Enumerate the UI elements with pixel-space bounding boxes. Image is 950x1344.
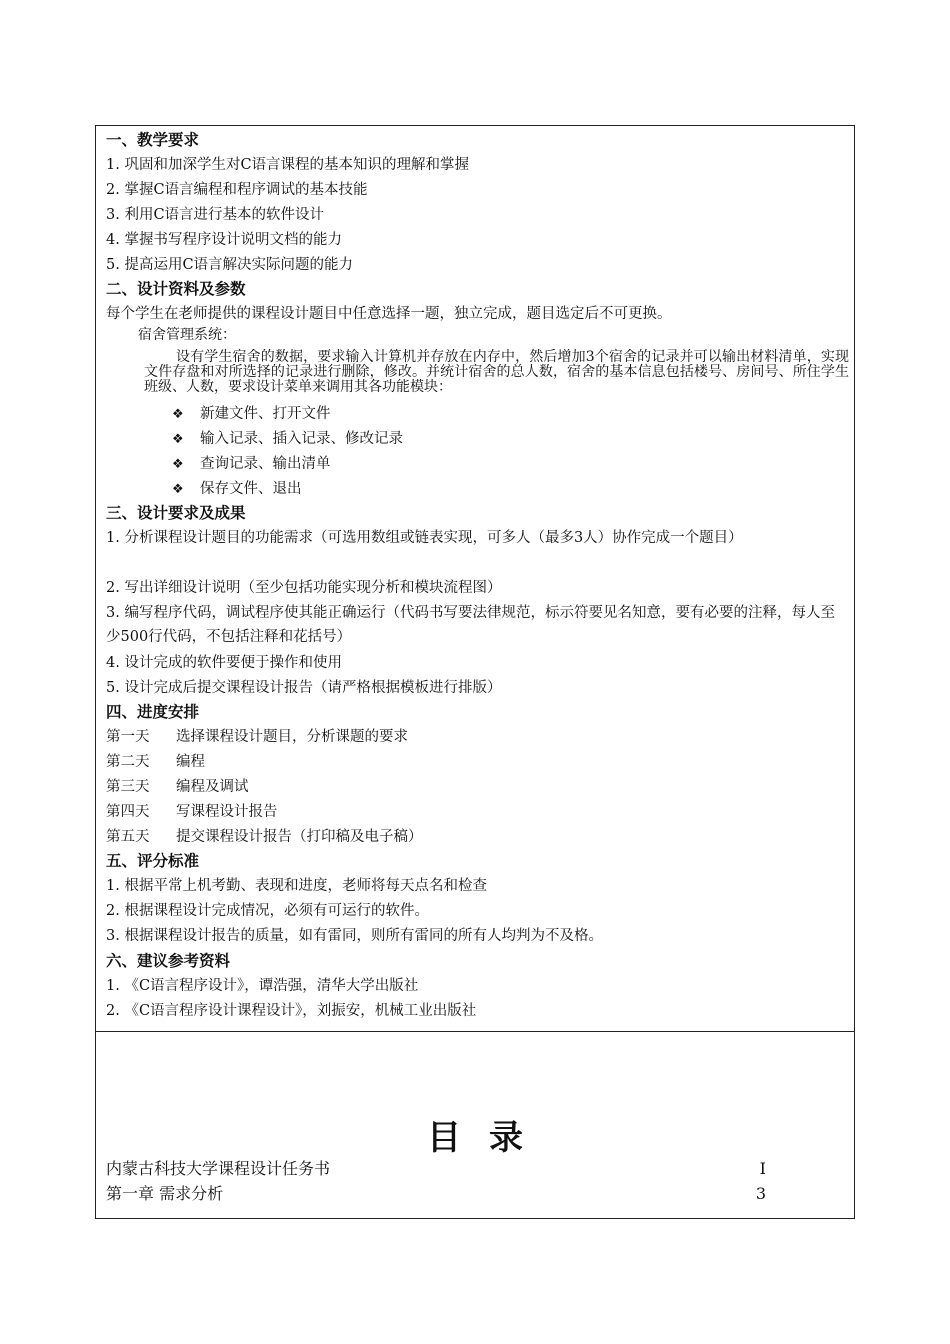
section-heading-teaching: 一、教学要求 [106,131,200,149]
list-item: 第五天 提交课程设计报告（打印稿及电子稿） [106,829,423,845]
list-item: 2. 写出详细设计说明（至少包括功能实现分析和模块流程图） [106,580,502,596]
section-heading-materials: 二、设计资料及参数 [106,280,246,298]
list-item: 3. 利用C语言进行基本的软件设计 [106,207,325,223]
diamond-bullet-icon: ❖ [172,432,184,447]
list-item: ❖ 保存文件、退出 [172,479,302,500]
list-item: ❖ 新建文件、打开文件 [172,404,331,425]
list-item: 5. 设计完成后提交课程设计报告（请严格根据模板进行排版） [106,680,502,696]
list-item: 4. 设计完成的软件要便于操作和使用 [106,655,342,671]
list-item: 1. 分析课程设计题目的功能需求（可选用数组或链表实现，可多人（最多3人）协作完成一个题目） [106,530,743,546]
section-heading-requirements: 三、设计要求及成果 [106,504,246,522]
diamond-bullet-icon: ❖ [172,407,184,422]
toc-entry-label: 内蒙古科技大学课程设计任务书 [106,1159,331,1178]
section-intro: 每个学生在老师提供的课程设计题目中任意选择一题，独立完成，题目选定后不可更换。 [106,306,672,322]
section-heading-grading: 五、评分标准 [106,852,200,870]
section-heading-schedule: 四、进度安排 [106,703,200,721]
list-item: 2. 根据课程设计完成情况，必须有可运行的软件。 [106,903,429,919]
list-item: 3. 编写程序代码，调试程序使其能正确运行（代码书写要法律规范，标示符要见名知意，要有必要的注释，每人至少500行代码，不包括注释和花括号） [106,605,835,645]
list-item: 第三天 编程及调试 [106,779,249,795]
list-item: ❖ 查询记录、输出清单 [172,454,331,475]
list-item: 第一天 选择课程设计题目，分析课题的要求 [106,729,408,745]
divider [96,1031,854,1032]
list-item: 3. 根据课程设计报告的质量，如有雷同，则所有雷同的所有人均判为不及格。 [106,928,603,944]
list-item: 1. 根据平常上机考勤、表现和进度，老师将每天点名和检查 [106,878,487,894]
toc-entry-page: 3 [755,1184,766,1203]
list-item: 第四天 写课程设计报告 [106,804,278,820]
section-heading-references: 六、建议参考资料 [106,952,231,970]
diamond-bullet-icon: ❖ [172,482,184,497]
topic-description: 设有学生宿舍的数据，要求输入计算机并存放在内存中，然后增加3个宿舍的记录并可以输出材料清单，实现文件存盘和对所选择的记录进行删除，修改。并统计宿舍的总人数，宿舍的基本信息包括楼号、房间号、所住学生班级、人数，要求设计菜单来调用其各功能模块： [144,349,849,395]
diamond-bullet-icon: ❖ [172,457,184,472]
list-item: 第二天 编程 [106,754,205,770]
list-item: 2. 掌握C语言编程和程序调试的基本技能 [106,182,368,198]
list-item: 1. 巩固和加深学生对C语言课程的基本知识的理解和掌握 [106,157,470,173]
topic-title: 宿舍管理系统： [138,327,236,343]
toc-title: 目录 [427,1118,551,1158]
list-item: ❖ 输入记录、插入记录、修改记录 [172,429,403,450]
toc-entry-label: 第一章 需求分析 [106,1184,224,1203]
toc-entry-page: I [759,1159,766,1178]
list-item: 4. 掌握书写程序设计说明文档的能力 [106,232,342,248]
list-item: 5. 提高运用C语言解决实际问题的能力 [106,257,354,273]
task-book-frame [95,125,855,1219]
list-item: 2. 《C语言程序设计课程设计》，刘振安，机械工业出版社 [106,1003,477,1019]
list-item: 1. 《C语言程序设计》，谭浩强，清华大学出版社 [106,978,419,994]
